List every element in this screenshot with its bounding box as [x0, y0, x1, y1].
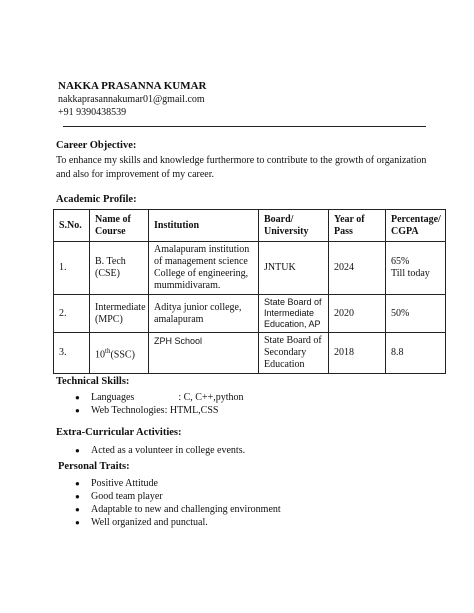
list-item: [75, 391, 244, 404]
score-cell: 8.8: [386, 333, 446, 374]
course-cell: B. Tech (CSE): [90, 242, 149, 295]
list-item: [75, 516, 281, 529]
bullet-icon: ●: [75, 518, 80, 527]
academic-table: [53, 209, 446, 374]
board-cell: State Board of Secondary Education: [259, 333, 329, 374]
sno-cell: 1.: [54, 242, 90, 295]
phone-text: +91 9390438539: [58, 107, 127, 118]
trait-text: Adaptable to new and challenging environment: [91, 504, 281, 515]
course-cell: Intermediate (MPC): [90, 295, 149, 333]
list-item: [75, 444, 245, 457]
col-header-institution: Institution: [149, 210, 259, 242]
sno-cell: 2.: [54, 295, 90, 333]
board-cell: State Board of Intermediate Education, AP: [259, 295, 329, 333]
col-header-board: Board/ University: [259, 210, 329, 242]
skill-label: Web Technologies: HTML,CSS: [91, 405, 219, 416]
year-cell: 2018: [329, 333, 386, 374]
course-number: 10: [95, 349, 105, 361]
course-suffix: (SSC): [110, 349, 135, 361]
score-cell: 50%: [386, 295, 446, 333]
col-header-sno: S.No.: [54, 210, 90, 242]
bullet-icon: ●: [75, 406, 80, 415]
activity-text: Acted as a volunteer in college events.: [91, 445, 246, 456]
score-note: Till today: [391, 268, 430, 279]
candidate-name: NAKKA PRASANNA KUMAR: [58, 80, 207, 92]
list-item: [75, 503, 281, 516]
col-header-percentage: Percentage/ CGPA: [386, 210, 446, 242]
trait-text: Good team player: [91, 491, 163, 502]
email-text: nakkaprasannakumar01@gmail.com: [58, 94, 205, 105]
institution-cell: Aditya junior college, amalapuram: [149, 295, 259, 333]
table-row: [54, 295, 446, 333]
institution-cell: ZPH School: [149, 333, 259, 374]
personal-traits-list: [75, 477, 281, 529]
extra-curricular-list: [75, 444, 245, 457]
score-value: 65%: [391, 256, 410, 267]
career-objective-heading: Career Objective:: [56, 140, 137, 151]
col-header-year: Year of Pass: [329, 210, 386, 242]
trait-text: Well organized and punctual.: [91, 517, 208, 528]
course-cell: [90, 333, 149, 374]
career-objective-text: To enhance my skills and knowledge furthermore to contribute to the growth of organization and also for improvement of my career.: [56, 155, 427, 180]
list-item: [75, 404, 244, 417]
year-cell: 2024: [329, 242, 386, 295]
skill-value: : C, C++,python: [178, 392, 244, 403]
table-header-row: [54, 210, 446, 242]
trait-text: Positive Attitude: [91, 478, 158, 489]
score-cell: [386, 242, 446, 295]
list-item: [75, 477, 281, 490]
table-row: [54, 333, 446, 374]
technical-skills-heading: Technical Skills:: [56, 376, 130, 387]
board-cell: JNTUK: [259, 242, 329, 295]
year-cell: 2020: [329, 295, 386, 333]
academic-profile-heading: Academic Profile:: [56, 194, 137, 205]
sno-cell: 3.: [54, 333, 90, 374]
institution-cell: Amalapuram institution of management science College of engineering, mummidivaram.: [149, 242, 259, 295]
personal-traits-heading: Personal Traits:: [58, 461, 130, 472]
skill-label: Languages: [91, 392, 135, 403]
technical-skills-list: [75, 391, 244, 417]
bullet-icon: ●: [75, 446, 80, 455]
bullet-icon: ●: [75, 479, 80, 488]
list-item: [75, 490, 281, 503]
course-ordinal: th: [105, 346, 111, 355]
extra-curricular-heading: Extra-Curricular Activities:: [56, 427, 182, 438]
table-row: [54, 242, 446, 295]
bullet-icon: ●: [75, 492, 80, 501]
col-header-course: Name of Course: [90, 210, 149, 242]
bullet-icon: ●: [75, 393, 80, 402]
header-divider: [63, 126, 426, 127]
bullet-icon: ●: [75, 505, 80, 514]
